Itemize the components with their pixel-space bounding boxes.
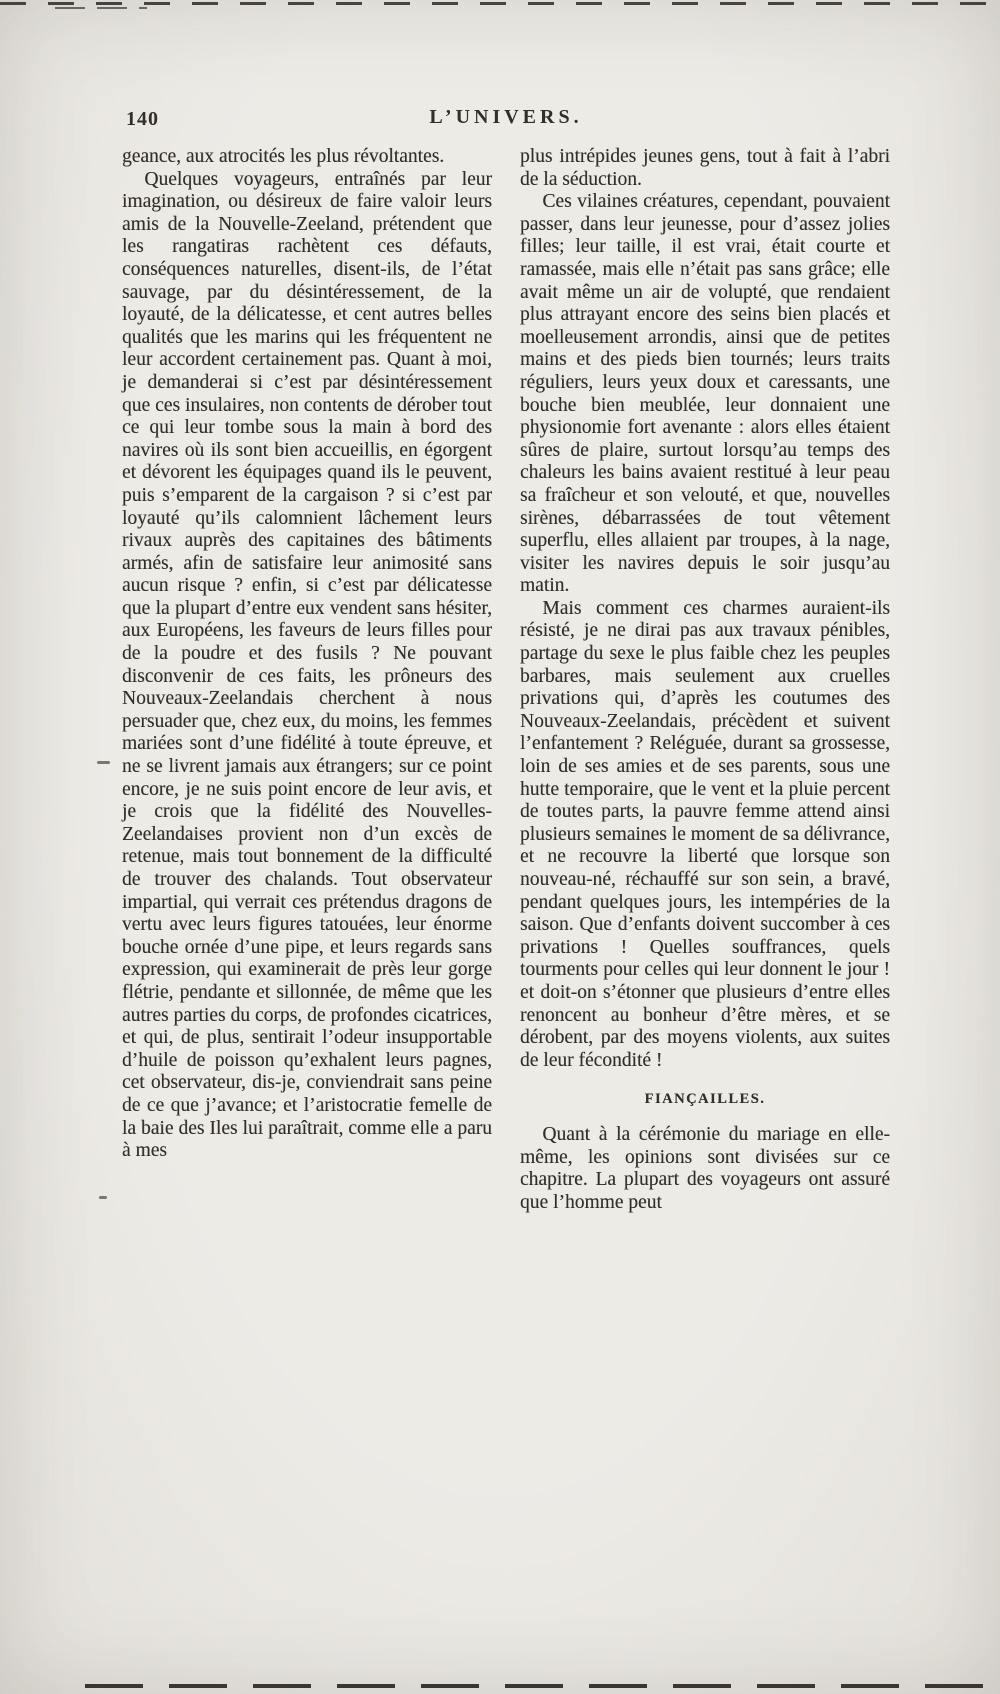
section-heading: FIANÇAILLES.: [644, 1091, 766, 1108]
paragraph: geance, aux atrocités les plus révoltantes.: [122, 146, 445, 167]
paragraph: Mais comment ces charmes auraient-ils résisté, je ne dirai pas aux travaux pénibles, partage du sexe le plus faible chez les peuples barbares, mais seulement aux cruelles privations qui, d’après les coutumes des Nouveaux-Zeelandais, précèdent et suivent l’enfantement ? Reléguée, durant sa grossesse, loin de ses amies et de ses parents, sous une hutte temporaire, que le vent et la pluie percent de toutes parts, la pauvre femme attend ainsi plusieurs semaines le moment de sa délivrance, et ne recouvre la liberté que lorsque son nouveau-né, réchauffé sur son sein, a bravé, pendant quelques jours, les intempéries de la saison. Que d’enfants doivent succomber à ces privations ! Quelles souffrances, quels tourments pour celles qui leur donnent le jour ! et doit-on s’étonner que plusieurs d’entre elles renoncent au bonheur d’être mères, et se dérobent, par des moyens violents, aux suites de leur fécondité !: [520, 597, 890, 1071]
left-column: [122, 146, 492, 1214]
scan-edge-artifact-top-left: [55, 7, 147, 9]
paragraph: Quant à la cérémonie du mariage en elle-même, les opinions sont divisées sur ce chapitre. La plupart des voyageurs ont assuré que l’homme peut: [520, 1123, 890, 1213]
ink-fleck: [99, 1196, 107, 1199]
text-columns: [122, 146, 890, 1214]
page-number: 140: [126, 108, 159, 130]
right-column: [520, 146, 890, 1214]
paragraph: Quelques voyageurs, entraînés par leur imagination, ou désireux de faire valoir leurs amis de la Nouvelle-Zeeland, prétendent que les rangatiras rachètent ces défauts, conséquences naturelles, disent-ils, de l’état sauvage, par du désintéressement, de la loyauté, de la délicatesse, et cent autres belles qualités que les marins qui les fréquentent ne leur accordent certainement pas. Quant à moi, je demanderai si c’est par désintéressement que ces insulaires, non contents de dérober tout ce qui leur tombe sous la main à bord des navires où ils sont bien accueillis, en égorgent et dévorent les équipages quand ils le peuvent, puis s’emparent de la cargaison ? si c’est par loyauté qu’ils calomnient lâchement leurs rivaux auprès des capitaines des bâtiments armés, afin de satisfaire leur animosité sans aucun risque ? enfin, si c’est par délicatesse que la plupart d’entre eux vendent sans hésiter, aux Européens, les faveurs de leurs filles pour de la poudre et des fusils ? Ne pouvant disconvenir de ces faits, les prôneurs des Nouveaux-Zeelandais cherchent à nous persuader que, chez eux, du moins, les femmes mariées sont d’une fidélité à toute épreuve, et ne se livrent jamais aux étrangers; sur ce point encore, je ne suis point encore de leur avis, et je crois que la fidélité des Nouvelles-Zeelandaises provient non d’un excès de retenue, mais tout bonnement de la difficulté de trouver des chalands. Tout observateur impartial, qui verrait ces prétendus dragons de vertu avec leurs figures tatouées, leur énorme bouche ornée d’une pipe, et leurs regards sans expression, qui examinerait de près leur gorge flétrie, pendante et sillonnée, de même que les autres parties du corps, de profondes cicatrices, et qui, de plus, sentirait l’odeur insupportable d’huile de poisson qu’exhalent leurs pagnes, cet observateur, dis-je, conviendrait sans peine de ce que j’avance; et l’aristocratie femelle de la baie des Iles lui paraîtrait, comme elle a paru à mes: [122, 168, 492, 1162]
paragraph: plus intrépides jeunes gens, tout à fait à l’abri de la séduction.: [520, 146, 890, 190]
scan-edge-artifact-bottom: [85, 1684, 1000, 1688]
paragraph: Ces vilaines créatures, cependant, pouvaient passer, dans leur jeunesse, pour d’assez jolies filles; leur taille, il est vrai, était courte et ramassée, mais elle n’était pas sans grâce; elle avait même un air de volupté, que rendaient plus attrayant encore des seins bien placés et moelleusement arrondis, ainsi que de petites mains et des pieds bien tournés; leurs traits réguliers, leurs yeux doux et caressants, une bouche bien meublée, leur donnaient une physionomie fort avenante : alors elles étaient sûres de plaire, surtout lorsqu’au temps des chaleurs les bains avaient restitué à leur peau sa fraîcheur et son velouté, et que, nouvelles sirènes, débarrassées de tout vêtement superflu, elles allaient par troupes, à la nage, visiter les navires depuis le soir jusqu’au matin.: [520, 191, 890, 597]
scan-edge-artifact-top: [0, 2, 1000, 5]
running-title: L’UNIVERS.: [429, 106, 583, 128]
page-header: [122, 106, 890, 134]
ink-fleck: [97, 761, 110, 764]
